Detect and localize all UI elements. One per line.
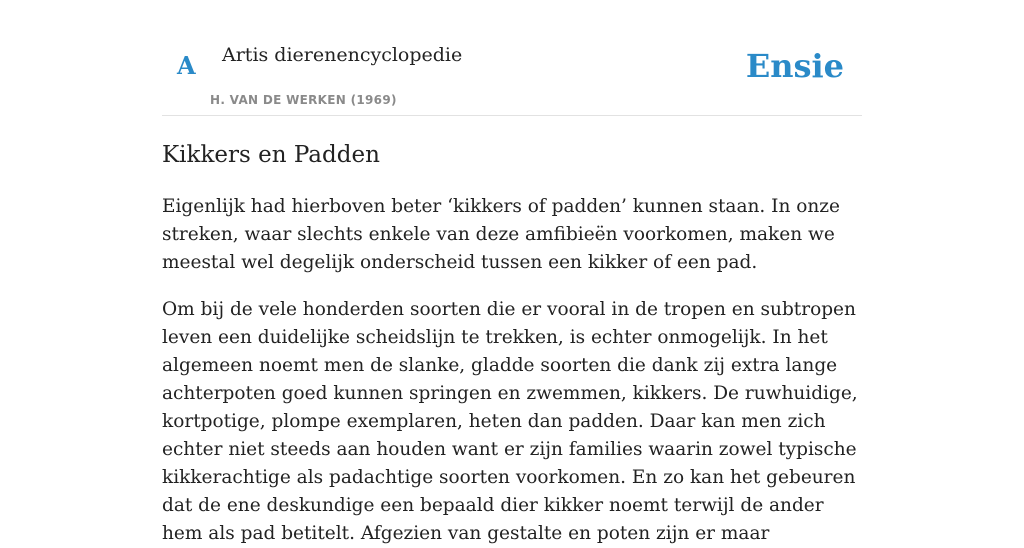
content-container: [162, 0, 862, 548]
book-header: [162, 0, 862, 116]
ensie-logo-link[interactable]: Ensie: [745, 47, 844, 85]
article-title: Kikkers en Padden: [162, 142, 380, 168]
book-author: H. VAN DE WERKEN (1969): [210, 93, 397, 107]
book-letter-link[interactable]: A: [177, 51, 196, 80]
book-title[interactable]: Artis dierenencyclopedie: [222, 44, 463, 66]
article-paragraph-1: Eigenlijk had hierboven beter ‘kikkers of padden’ kunnen staan. In onze streken, waar slechts enkele van deze amfibieën voorkomen, maken we meestal wel degelijk onderscheid tussen een kikker of een pad.: [162, 195, 841, 273]
article-paragraph-2: Om bij de vele honderden soorten die er vooral in de tropen en subtropen leven een duidelijke scheidslijn te trekken, is echter onmogelijk. In het algemeen noemt men de slanke, gladde soorten die dank zij extra lange achterpoten goed kunnen springen en zwemmen, kikkers. De ruwhuidige, kortpotige, plompe exemplaren, heten dan padden. Daar kan men zich echter niet steeds aan houden want er zijn families waarin zowel typische kikkerachtige als padachtige soorten voorkomen. En zo kan het gebeuren dat de ene deskundige een bepaald dier kikker noemt terwijl de ander hem als pad betitelt. Afgezien van gestalte en poten zijn er maar: [162, 298, 858, 544]
